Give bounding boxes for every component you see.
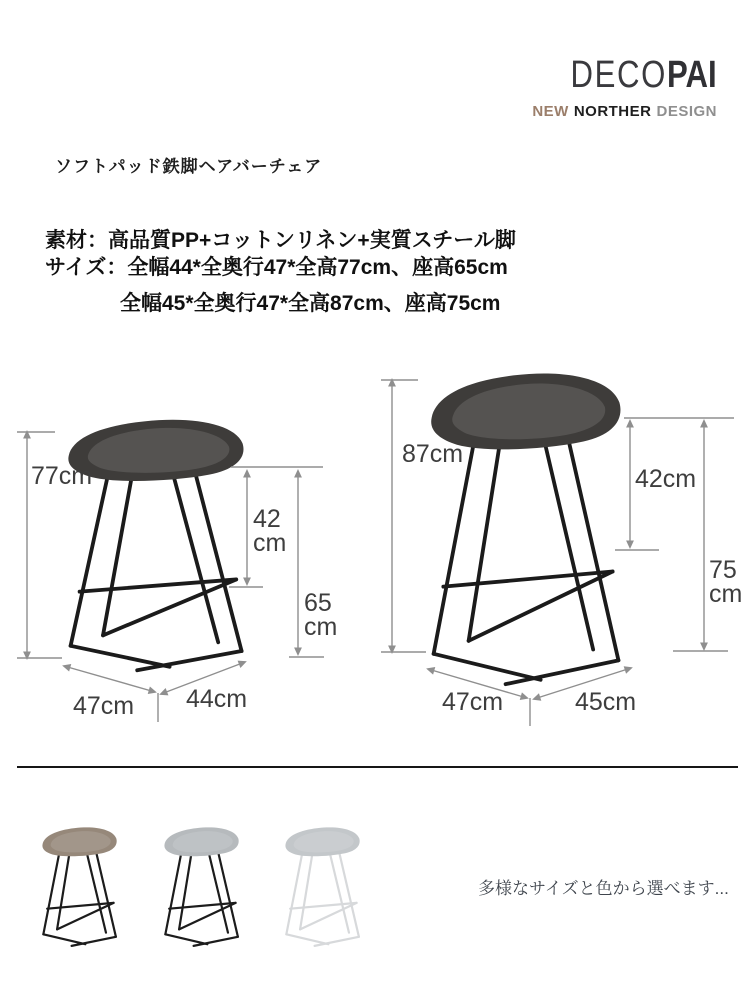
brand-logo bbox=[566, 56, 717, 94]
variant-stool-gray bbox=[160, 826, 244, 950]
depth-label: 47cm bbox=[442, 688, 504, 716]
stool-seat bbox=[68, 420, 243, 481]
total-height-label: 77cm bbox=[31, 462, 93, 490]
section-divider bbox=[17, 766, 738, 768]
seat-height-unit: cm bbox=[709, 580, 743, 608]
stool-legs bbox=[43, 852, 116, 946]
seat-height-value: 75 bbox=[709, 556, 737, 584]
width-label: 45cm bbox=[575, 688, 637, 716]
stool-seat bbox=[42, 827, 116, 856]
seat-to-footrest-value: 42 bbox=[253, 505, 281, 533]
tagline-word-norther: NORTHER bbox=[573, 103, 652, 120]
stool-seat bbox=[164, 827, 238, 856]
total-height-label: 87cm bbox=[402, 440, 464, 468]
tagline-word-design: DESIGN bbox=[656, 103, 717, 120]
stool-legs bbox=[434, 437, 619, 684]
stool-legs bbox=[165, 852, 238, 946]
small-stool-illustration bbox=[68, 420, 243, 670]
tagline-word-new: NEW bbox=[532, 103, 569, 120]
stool-legs bbox=[71, 471, 242, 670]
variant-stool-white bbox=[281, 826, 365, 950]
stool-seat bbox=[431, 373, 620, 449]
brand-logo-bold-part: PAI bbox=[667, 54, 717, 96]
width-label: 44cm bbox=[186, 685, 248, 713]
seat-height-value: 65 bbox=[304, 589, 332, 617]
stool-seat bbox=[285, 827, 359, 856]
brand-tagline bbox=[532, 103, 717, 120]
product-specs bbox=[45, 227, 516, 317]
stool-legs bbox=[286, 852, 359, 946]
variants-caption: 多様なサイズと色から選べます... bbox=[478, 879, 729, 898]
spec-size-small: サイズ：全幅44*全奥行47*全高77cm、座高65cm bbox=[45, 256, 508, 279]
seat-to-footrest-unit: cm bbox=[253, 529, 287, 557]
seat-height-unit: cm bbox=[304, 613, 338, 641]
product-title: ソフトパッド鉄脚ヘアバーチェア bbox=[55, 157, 323, 176]
brand-logo-light-part: DECO bbox=[570, 54, 668, 96]
dimension-diagram-small-stool bbox=[10, 405, 340, 735]
seat-to-footrest-label: 42cm bbox=[635, 465, 697, 493]
brand-logo-block bbox=[532, 56, 717, 120]
spec-size-large: 全幅45*全奥行47*全高87cm、座高75cm bbox=[120, 292, 501, 315]
variant-stool-brown bbox=[38, 826, 122, 950]
dimension-diagram-large-stool bbox=[368, 358, 750, 730]
depth-label: 47cm bbox=[73, 692, 135, 720]
large-stool-illustration bbox=[431, 373, 620, 684]
spec-material: 素材：高品質PP+コットンリネン+実質スチール脚 bbox=[45, 229, 516, 252]
